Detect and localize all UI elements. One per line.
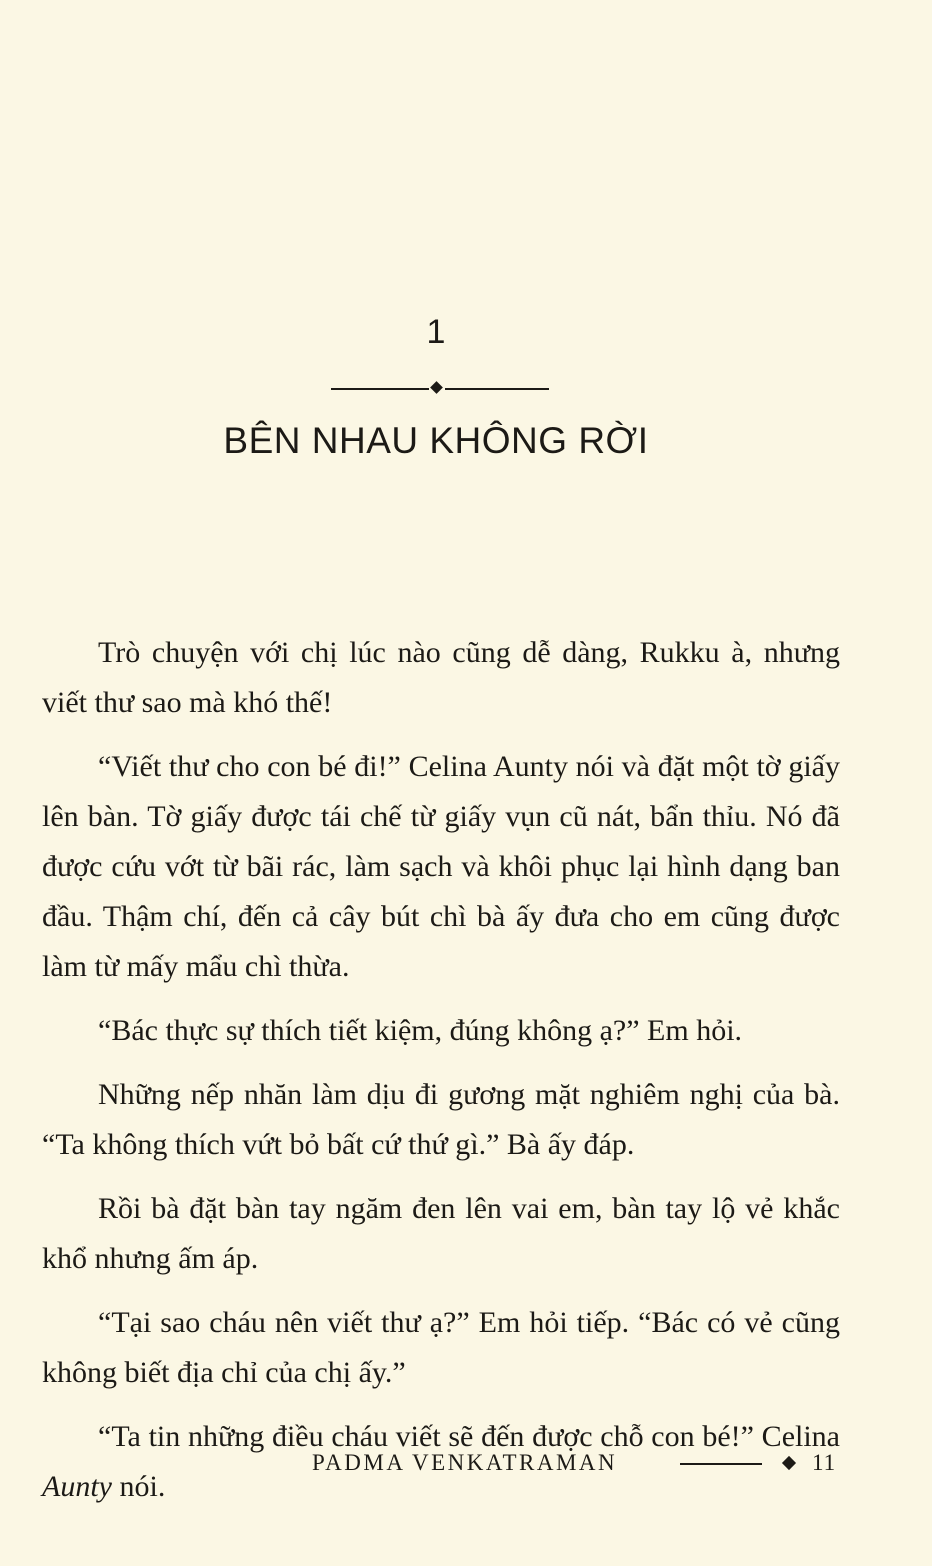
- paragraph: Những nếp nhăn làm dịu đi gương mặt nghiêm nghị của bà. “Ta không thích vứt bỏ bất cứ thứ gì.” Bà ấy đáp.: [42, 1078, 840, 1161]
- paragraph: “Tại sao cháu nên viết thư ạ?” Em hỏi tiếp. “Bác có vẻ cũng không biết địa chỉ của chị ấy.”: [42, 1306, 840, 1389]
- footer-diamond-icon: [782, 1456, 796, 1470]
- divider-line-left: [331, 388, 429, 390]
- paragraph: Trò chuyện với chị lúc nào cũng dễ dàng, Rukku à, nhưng viết thư sao mà khó thế!: [42, 636, 840, 719]
- italic-word: Aunty: [42, 1470, 112, 1503]
- paragraph: Rồi bà đặt bàn tay ngăm đen lên vai em, bàn tay lộ vẻ khắc khổ nhưng ấm áp.: [42, 1192, 840, 1275]
- author-name: PADMA VENKATRAMAN: [312, 1450, 618, 1475]
- chapter-divider: [331, 382, 549, 396]
- body-text: [42, 628, 840, 1526]
- paragraph: “Bác thực sự thích tiết kiệm, đúng không ạ?” Em hỏi.: [98, 1014, 743, 1047]
- page-number: 11: [812, 1450, 837, 1475]
- paragraph-text: nói.: [111, 1470, 166, 1503]
- chapter-number: 1: [426, 313, 446, 351]
- chapter-title: BÊN NHAU KHÔNG RỜI: [223, 420, 649, 461]
- page-footer: [0, 1448, 932, 1478]
- diamond-ornament-icon: [430, 381, 443, 394]
- footer-rule: [680, 1463, 762, 1465]
- paragraph: “Viết thư cho con bé đi!” Celina Aunty nói và đặt một tờ giấy lên bàn. Tờ giấy được tái chế từ giấy vụn cũ nát, bẩn thỉu. Nó đã được cứu vớt từ bãi rác, làm sạch và khôi phục lại hình dạng ban đầu. Thậm chí, đến cả cây bút chì bà ấy đưa cho em cũng được làm từ mấy mẩu chì thừa.: [42, 750, 840, 983]
- paragraph-text: “Ta tin những điều cháu viết sẽ đến được chỗ con bé!” Celina: [98, 1420, 840, 1453]
- divider-line-right: [445, 388, 549, 390]
